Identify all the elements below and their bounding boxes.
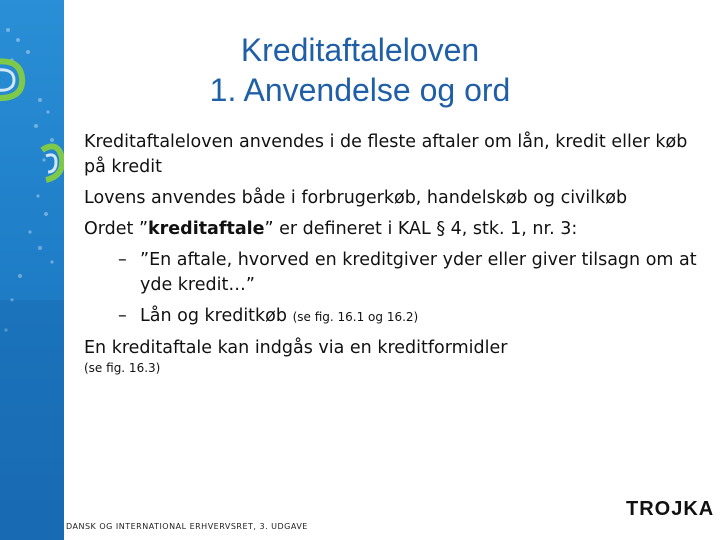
paragraph-2: Lovens anvendes både i forbrugerkøb, handelskøb og civilkøb	[84, 188, 628, 208]
paragraph-3-bold-term: kreditaftale	[148, 219, 265, 239]
title-line-1: Kreditaftaleloven	[240, 32, 480, 68]
sub-bullet-2-text: Lån og kreditkøb	[140, 306, 287, 326]
sub-bullet-2	[84, 304, 714, 330]
sub-bullet-1	[84, 248, 714, 298]
sub-bullet-2-reference: (se fig. 16.1 og 16.2)	[292, 310, 419, 324]
paragraph-3-post: ” er defineret i KAL § 4, stk. 1, nr. 3:	[264, 219, 578, 239]
footer-book-title: DANSK OG INTERNATIONAL ERHVERVSRET, 3. UDGAVE	[66, 522, 308, 531]
dash-bullet: –	[118, 250, 127, 270]
paragraph-1: Kreditaftaleloven anvendes i de fleste aftaler om lån, kredit eller køb på kredit	[84, 132, 688, 177]
sidebar-decoration-graphic	[0, 0, 64, 540]
title-line-2: 1. Anvendelse og ord	[209, 72, 511, 108]
paragraph-3-pre: Ordet ”	[84, 219, 149, 239]
publisher-logo: TROJKA	[626, 498, 715, 520]
dash-bullet: –	[118, 306, 127, 326]
paragraph-3	[84, 217, 714, 242]
slide-title	[100, 30, 620, 110]
paragraph-4: En kreditaftale kan indgås via en kreditformidler	[84, 338, 508, 358]
decorative-sidebar	[0, 0, 64, 540]
slide-body	[84, 130, 714, 375]
paragraph-4-reference: (se fig. 16.3)	[84, 361, 161, 375]
sub-bullet-1-text: ”En aftale, hvorved en kreditgiver yder eller giver tilsagn om at yde kredit…”	[140, 250, 697, 295]
